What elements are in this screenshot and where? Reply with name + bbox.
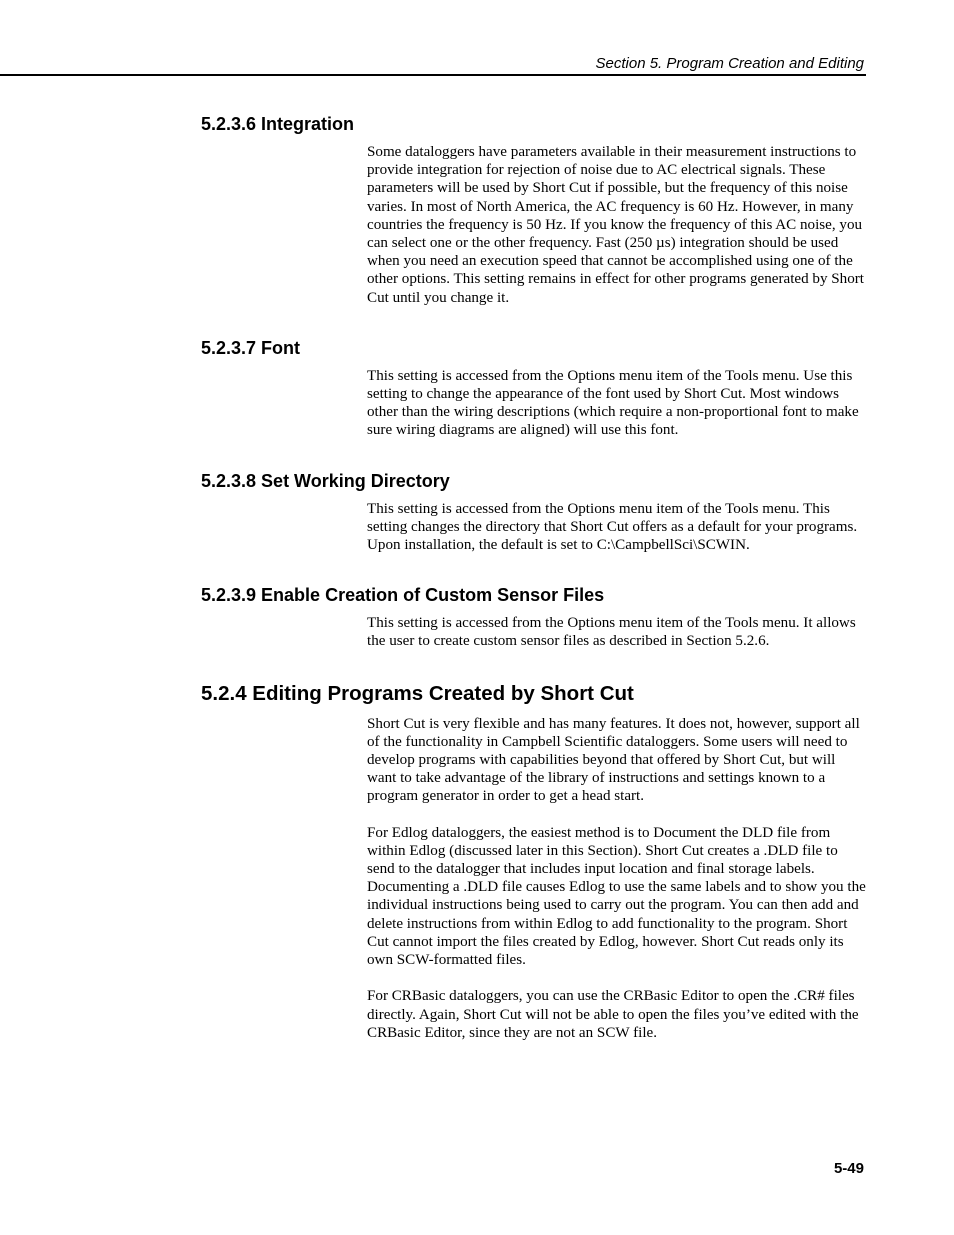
section-heading: 5.2.3.7 Font: [201, 337, 301, 358]
section-body: [367, 367, 867, 440]
section-heading: 5.2.4 Editing Programs Created by Short Cut: [201, 681, 634, 705]
section-body: [367, 500, 867, 555]
running-header: Section 5. Program Creation and Editing: [595, 55, 864, 72]
section-heading: 5.2.3.8 Set Working Directory: [201, 470, 450, 491]
header-rule: [0, 74, 866, 76]
paragraph: Short Cut is very flexible and has many features. It does not, however, support all of the functionality in Campbell Scientific dataloggers. Some users will need to develop programs with capabilities beyond that offered by Short Cut, but will want to take advantage of the library of instructions and settings known to a program generator in order to get a head start.: [367, 715, 860, 805]
section-body: [367, 614, 867, 650]
section-body: [367, 715, 867, 1042]
section-set-working-directory: [201, 470, 867, 555]
paragraph: This setting is accessed from the Options menu item of the Tools menu. This setting changes the directory that Short Cut offers as a default for your programs. Upon installation, the default is set to C:\CampbellSci\SCWIN.: [367, 500, 858, 554]
paragraph: This setting is accessed from the Options menu item of the Tools menu. It allows the user to create custom sensor files as described in Section 5.2.6.: [367, 615, 856, 650]
section-editing-programs: [201, 681, 867, 1042]
section-font: [201, 337, 867, 440]
paragraph: Some dataloggers have parameters available in their measurement instructions to provide integration for rejection of noise due to AC electrical signals. These parameters will be used by Short Cut if possible, but the frequency of this noise varies. In most of North America, the AC frequency is 60 Hz. However, in many countries the frequency is 50 Hz. If you know the frequency of this AC noise, you can select one or the other frequency. Fast (250 µs) integration should be used when you need an execution speed that cannot be accomplished using one of the other options. This setting remains in effect for other programs generated by Short Cut until you change it.: [367, 144, 864, 306]
section-integration: [201, 113, 867, 307]
page-number: 5-49: [833, 1160, 864, 1177]
section-body: [367, 143, 867, 307]
page-content: [201, 113, 867, 1042]
paragraph: This setting is accessed from the Options menu item of the Tools menu. Use this setting to change the appearance of the font used by Short Cut. Most windows other than the wiring descriptions (which require a non-proportional font to make sure wiring diagrams are aligned) will use this font.: [367, 367, 859, 439]
section-custom-sensor-files: [201, 584, 867, 650]
section-heading: 5.2.3.6 Integration: [201, 114, 355, 134]
paragraph: For CRBasic dataloggers, you can use the CRBasic Editor to open the .CR# files directly. Again, Short Cut will not be able to open the files you’ve edited with the CRBasic Editor, since they are not an SCW file.: [367, 988, 859, 1041]
section-heading: 5.2.3.9 Enable Creation of Custom Sensor Files: [201, 585, 605, 606]
paragraph: For Edlog dataloggers, the easiest method is to Document the DLD file from within Edlog (discussed later in this Section). Short Cut creates a .DLD file to send to the datalogger that includes input location and final storage labels. Documenting a .DLD file causes Edlog to use the same labels and to show you the individual instructions being used to carry out the program. You can then add and delete instructions from within Edlog to add functionality to the program. Short Cut cannot import the files created by Edlog, however. Short Cut reads only its own SCW-formatted files.: [367, 824, 866, 969]
